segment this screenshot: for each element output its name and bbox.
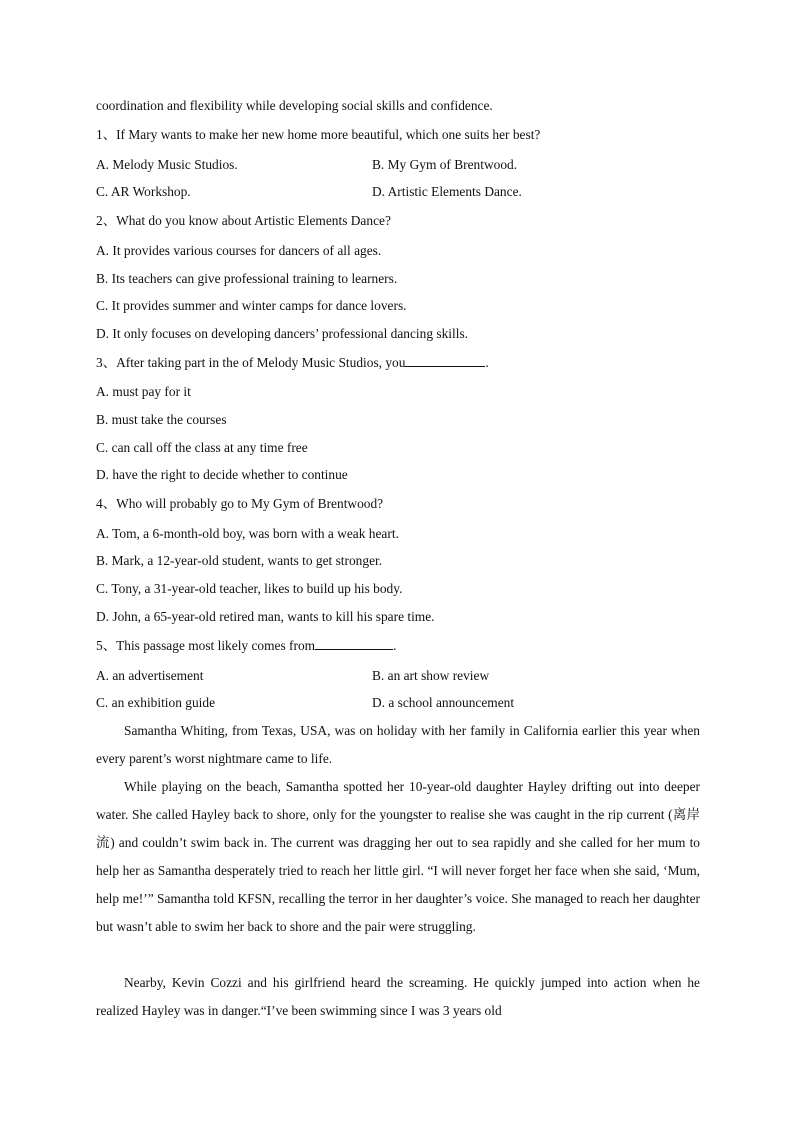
question-5-stem-text: 5、This passage most likely comes from xyxy=(96,638,316,653)
question-1-stem: 1、If Mary wants to make her new home more beautiful, which one suits her best? xyxy=(96,127,541,142)
question-4-option-c: C. Tony, a 31-year-old teacher, likes to build up his body. xyxy=(96,581,403,596)
question-2-stem: 2、What do you know about Artistic Elements Dance? xyxy=(96,213,391,228)
question-5-option-d: D. a school announcement xyxy=(372,695,515,710)
question-1-option-c: C. AR Workshop. xyxy=(96,184,191,199)
question-4-option-b: B. Mark, a 12-year-old student, wants to get stronger. xyxy=(96,553,383,568)
question-5-stem xyxy=(96,637,396,655)
question-5-option-c: C. an exhibition guide xyxy=(96,695,216,710)
question-2-option-d: D. It only focuses on developing dancers’ professional dancing skills. xyxy=(96,326,469,341)
question-5-option-a: A. an advertisement xyxy=(96,668,204,683)
intro-continuation: coordination and flexibility while developing social skills and confidence. xyxy=(96,98,493,113)
passage-paragraph-1: Samantha Whiting, from Texas, USA, was on holiday with her family in California earlier this year when every parent’s worst nightmare came to life. xyxy=(96,723,700,766)
question-2-option-a: A. It provides various courses for dancers of all ages. xyxy=(96,243,382,258)
passage-paragraph-3: Nearby, Kevin Cozzi and his girlfriend heard the screaming. He quickly jumped into action when he realized Hayley was in danger.“I’ve been swimming since I was 3 years old xyxy=(96,975,700,1018)
question-5-stem-end: . xyxy=(393,638,397,653)
question-1-option-b: B. My Gym of Brentwood. xyxy=(372,157,518,172)
document-page xyxy=(96,0,700,1123)
question-3-option-c: C. can call off the class at any time free xyxy=(96,440,308,455)
question-4-stem: 4、Who will probably go to My Gym of Brentwood? xyxy=(96,496,384,511)
question-3-option-b: B. must take the courses xyxy=(96,412,227,427)
question-4-option-a: A. Tom, a 6-month-old boy, was born with a weak heart. xyxy=(96,526,399,541)
answer-blank xyxy=(405,354,485,367)
question-3-stem xyxy=(96,354,489,372)
question-2-option-b: B. Its teachers can give professional training to learners. xyxy=(96,271,398,286)
question-1-option-d: D. Artistic Elements Dance. xyxy=(372,184,522,199)
answer-blank xyxy=(315,637,393,650)
question-1-option-a: A. Melody Music Studios. xyxy=(96,157,238,172)
question-3-stem-end: . xyxy=(485,355,489,370)
question-4-option-d: D. John, a 65-year-old retired man, wants to kill his spare time. xyxy=(96,609,435,624)
question-2-option-c: C. It provides summer and winter camps for dance lovers. xyxy=(96,298,407,313)
question-3-stem-text: 3、After taking part in the of Melody Music Studios, you xyxy=(96,355,406,370)
question-3-option-d: D. have the right to decide whether to continue xyxy=(96,467,348,482)
passage-paragraph-2: While playing on the beach, Samantha spotted her 10-year-old daughter Hayley drifting out into deeper water. She called Hayley back to shore, only for the youngster to realise she was caught in the rip current (离岸流) and couldn’t swim back in. The current was dragging her out to sea rapidly and she called for her mum to help her as Samantha desperately tried to reach her little girl. “I will never forget her face when she said, ‘Mum, help me!’” Samantha told KFSN, recalling the terror in her daughter’s voice. She managed to reach her daughter but wasn’t able to swim her back to shore and the pair were struggling. xyxy=(96,779,700,934)
question-5-option-b: B. an art show review xyxy=(372,668,490,683)
question-3-option-a: A. must pay for it xyxy=(96,384,191,399)
